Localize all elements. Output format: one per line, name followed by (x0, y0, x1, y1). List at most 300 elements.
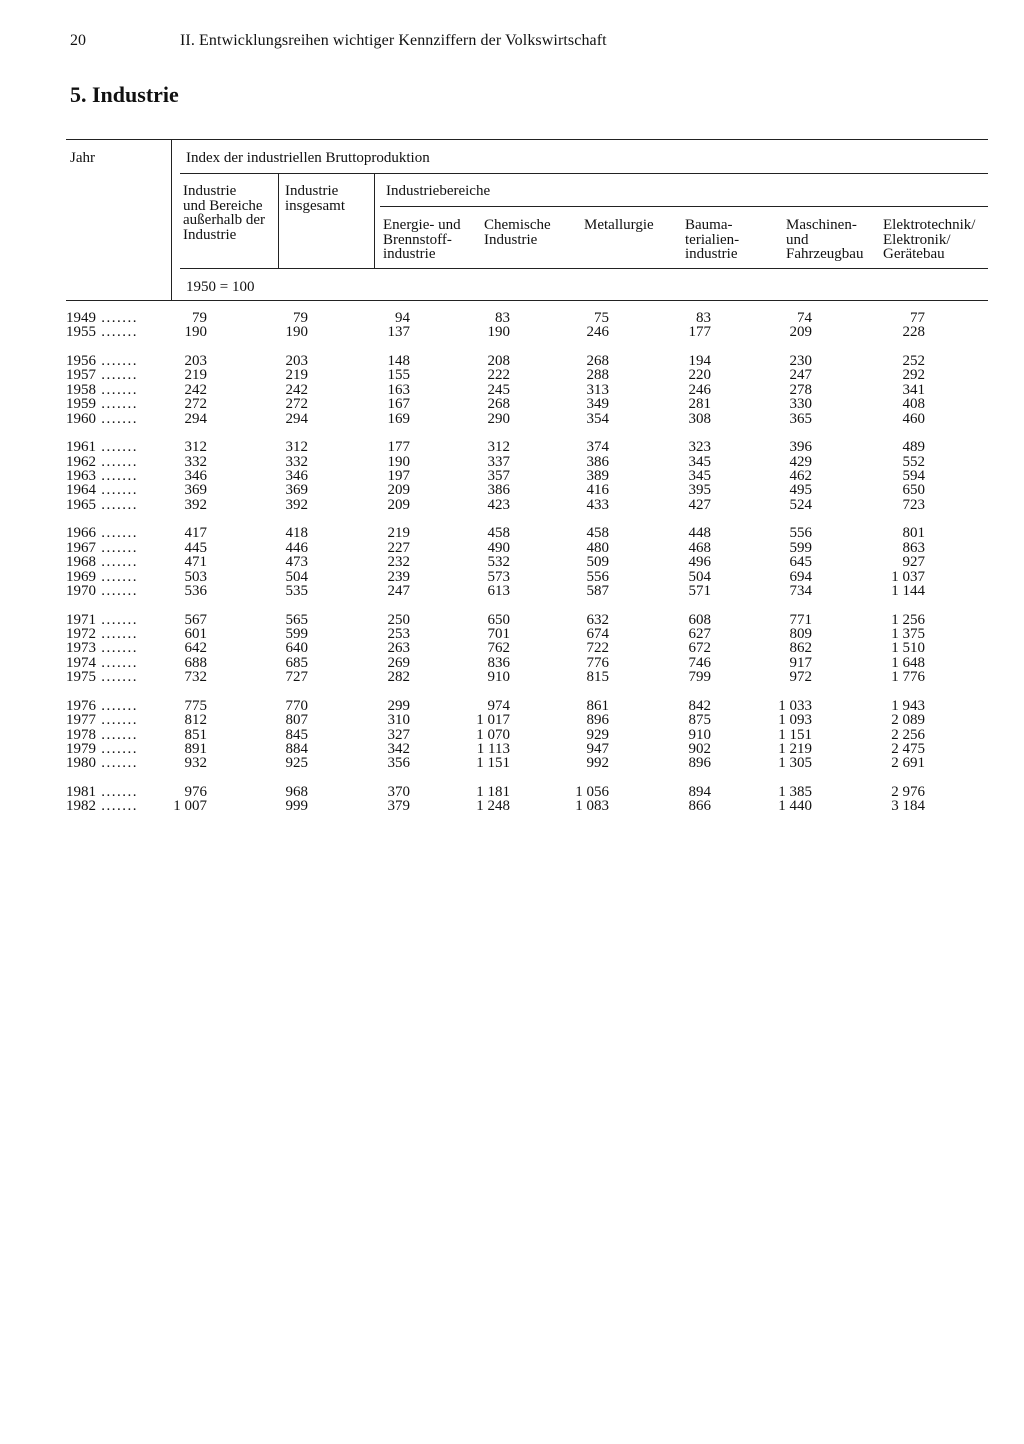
table-top-rule (66, 139, 988, 140)
year-label: 1980 (66, 756, 96, 771)
table-cell: 446 (285, 539, 308, 556)
table-row (0, 383, 1024, 398)
table-cell: 219 (184, 367, 207, 384)
table-cell: 650 (902, 482, 925, 499)
table-cell: 866 (688, 798, 711, 815)
table-cell: 674 (586, 626, 609, 642)
table-cell: 601 (184, 626, 207, 642)
table-cell: 346 (285, 468, 308, 484)
table-cell: 896 (688, 755, 711, 772)
table-cell: 1 305 (778, 755, 812, 772)
col2-header: Industrie insgesamt (285, 183, 345, 214)
table-cell: 927 (902, 554, 925, 571)
table-cell: 79 (293, 310, 308, 326)
leader-dots: ....... (96, 368, 138, 383)
table-cell: 346 (184, 468, 207, 484)
table-cell: 503 (184, 568, 207, 585)
table-cell: 594 (902, 468, 925, 484)
table-cell: 345 (688, 453, 711, 470)
table-cell: 386 (487, 482, 510, 499)
table-cell: 968 (285, 784, 308, 800)
table-cell: 2 691 (891, 755, 925, 772)
table-cell: 861 (586, 697, 609, 714)
table-row (0, 455, 1024, 470)
table-cell: 688 (184, 654, 207, 671)
table-cell: 650 (487, 611, 510, 628)
table-cell: 509 (586, 554, 609, 571)
col8-header: Elektrotechnik/ Elektronik/ Gerätebau (883, 217, 976, 262)
table-cell: 83 (495, 310, 510, 326)
table-row (0, 799, 1024, 814)
table-cell: 599 (789, 539, 812, 556)
table-cell: 1 440 (778, 798, 812, 815)
year-label: 1959 (66, 397, 96, 412)
table-cell: 1 151 (778, 726, 812, 743)
table-cell: 762 (487, 640, 510, 657)
table-cell: 169 (387, 410, 410, 427)
table-cell: 308 (688, 410, 711, 427)
table-row (0, 742, 1024, 757)
table-cell: 863 (902, 539, 925, 556)
table-cell: 220 (688, 367, 711, 384)
table-row (0, 713, 1024, 728)
table-cell: 917 (789, 654, 812, 671)
table-cell: 246 (688, 381, 711, 398)
leader-dots: ....... (96, 469, 138, 484)
table-cell: 3 184 (891, 798, 925, 815)
year-label: 1982 (66, 799, 96, 814)
leader-dots: ....... (96, 655, 138, 671)
table-cell: 203 (184, 353, 207, 369)
table-cell: 627 (688, 626, 711, 642)
table-cell: 992 (586, 755, 609, 772)
table-cell: 1 248 (476, 798, 510, 815)
year-label: 1971 (66, 612, 96, 628)
table-cell: 357 (487, 468, 510, 484)
table-cell: 536 (184, 583, 207, 599)
leader-dots: ....... (96, 354, 138, 369)
year-label: 1949 (66, 311, 96, 326)
year-label: 1962 (66, 454, 96, 470)
table-cell: 1 256 (891, 611, 925, 628)
table-cell: 77 (910, 310, 925, 326)
table-cell: 799 (688, 669, 711, 686)
table-row (0, 483, 1024, 498)
table-cell: 771 (789, 611, 812, 628)
table-cell: 239 (387, 568, 410, 585)
table-cell: 190 (487, 324, 510, 341)
table-cell: 1 776 (891, 669, 925, 686)
year-label: 1974 (66, 655, 96, 671)
table-cell: 2 089 (891, 712, 925, 729)
table-cell: 807 (285, 712, 308, 729)
table-cell: 1 033 (778, 697, 812, 714)
table-row (0, 613, 1024, 628)
table-row (0, 311, 1024, 326)
table-cell: 433 (586, 496, 609, 513)
leader-dots: ....... (96, 627, 138, 642)
year-label: 1968 (66, 555, 96, 570)
table-row (0, 785, 1024, 800)
table-cell: 369 (184, 482, 207, 499)
table-cell: 1 056 (575, 784, 609, 800)
table-cell: 155 (387, 367, 410, 384)
leader-dots: ....... (96, 698, 138, 714)
table-cell: 776 (586, 654, 609, 671)
table-cell: 972 (789, 669, 812, 686)
table-row (0, 541, 1024, 556)
table-row (0, 756, 1024, 771)
year-label: 1956 (66, 354, 96, 369)
leader-dots: ....... (96, 799, 138, 814)
col3-header: Energie- und Brennstoff- industrie (383, 217, 461, 262)
leader-dots: ....... (96, 569, 138, 585)
year-label: 1961 (66, 440, 96, 455)
table-cell: 247 (789, 367, 812, 384)
table-cell: 281 (688, 396, 711, 413)
table-cell: 458 (586, 525, 609, 542)
table-cell: 313 (586, 381, 609, 398)
leader-dots: ....... (96, 325, 138, 340)
col6-header: Bauma- terialien- industrie (685, 217, 740, 262)
table-cell: 232 (387, 554, 410, 571)
table-row (0, 397, 1024, 412)
table-cell: 327 (387, 726, 410, 743)
table-cell: 2 976 (891, 784, 925, 800)
running-title: II. Entwicklungsreihen wichtiger Kennziffern der Volkswirtschaft (180, 32, 607, 49)
table-cell: 999 (285, 798, 308, 815)
table-row (0, 368, 1024, 383)
table-cell: 613 (487, 583, 510, 599)
table-cell: 272 (184, 396, 207, 413)
table-cell: 209 (387, 496, 410, 513)
table-cell: 851 (184, 726, 207, 743)
col-year-header: Jahr (70, 150, 95, 166)
table-cell: 197 (387, 468, 410, 484)
table-cell: 932 (184, 755, 207, 772)
leader-dots: ....... (96, 540, 138, 556)
table-cell: 290 (487, 410, 510, 427)
table-cell: 349 (586, 396, 609, 413)
table-cell: 573 (487, 568, 510, 585)
table-cell: 312 (285, 439, 308, 456)
table-cell: 489 (902, 439, 925, 456)
year-label: 1966 (66, 526, 96, 541)
table-cell: 535 (285, 583, 308, 599)
table-cell: 177 (387, 439, 410, 456)
year-label: 1967 (66, 540, 96, 556)
leader-dots: ....... (96, 612, 138, 628)
table-cell: 354 (586, 410, 609, 427)
table-row (0, 469, 1024, 484)
table-cell: 1 385 (778, 784, 812, 800)
table-row (0, 656, 1024, 671)
table-cell: 356 (387, 755, 410, 772)
table-cell: 448 (688, 525, 711, 542)
table-cell: 862 (789, 640, 812, 657)
table-row (0, 728, 1024, 743)
table-cell: 288 (586, 367, 609, 384)
year-label: 1979 (66, 742, 96, 757)
base-year-note: 1950 = 100 (186, 279, 255, 295)
group-header-rule (180, 173, 988, 174)
table-cell: 815 (586, 669, 609, 686)
table-cell: 332 (184, 453, 207, 470)
year-label: 1970 (66, 584, 96, 599)
table-cell: 1 510 (891, 640, 925, 657)
table-cell: 836 (487, 654, 510, 671)
table-cell: 427 (688, 496, 711, 513)
table-cell: 294 (285, 410, 308, 427)
table-cell: 947 (586, 741, 609, 757)
table-cell: 685 (285, 654, 308, 671)
table-cell: 312 (184, 439, 207, 456)
table-cell: 524 (789, 496, 812, 513)
year-label: 1958 (66, 382, 96, 398)
leader-dots: ....... (96, 727, 138, 743)
table-cell: 809 (789, 626, 812, 642)
table-row (0, 670, 1024, 685)
table-cell: 976 (184, 784, 207, 800)
table-cell: 567 (184, 611, 207, 628)
table-cell: 194 (688, 353, 711, 369)
table-cell: 490 (487, 539, 510, 556)
leader-dots: ....... (96, 454, 138, 470)
table-cell: 734 (789, 583, 812, 599)
table-row (0, 641, 1024, 656)
table-cell: 245 (487, 381, 510, 398)
table-cell: 694 (789, 568, 812, 585)
leader-dots: ....... (96, 483, 138, 498)
table-cell: 910 (487, 669, 510, 686)
table-cell: 219 (387, 525, 410, 542)
year-label: 1975 (66, 670, 96, 685)
table-cell: 2 475 (891, 741, 925, 757)
subgroup-header: Industriebereiche (386, 183, 491, 199)
table-cell: 701 (487, 626, 510, 642)
table-cell: 1 181 (476, 784, 510, 800)
table-cell: 723 (902, 496, 925, 513)
year-label: 1972 (66, 627, 96, 642)
table-cell: 929 (586, 726, 609, 743)
leader-dots: ....... (96, 382, 138, 398)
leader-dots: ....... (96, 670, 138, 685)
table-cell: 242 (184, 381, 207, 398)
col2-divider (374, 173, 375, 269)
table-cell: 396 (789, 439, 812, 456)
table-cell: 1 037 (891, 568, 925, 585)
table-cell: 1 070 (476, 726, 510, 743)
leader-dots: ....... (96, 785, 138, 800)
table-cell: 495 (789, 482, 812, 499)
table-cell: 282 (387, 669, 410, 686)
table-row (0, 354, 1024, 369)
year-label: 1955 (66, 325, 96, 340)
table-cell: 770 (285, 697, 308, 714)
table-cell: 608 (688, 611, 711, 628)
table-cell: 74 (797, 310, 812, 326)
table-cell: 417 (184, 525, 207, 542)
table-cell: 94 (395, 310, 410, 326)
table-cell: 556 (789, 525, 812, 542)
table-cell: 272 (285, 396, 308, 413)
table-cell: 884 (285, 741, 308, 757)
table-cell: 1 083 (575, 798, 609, 815)
table-cell: 209 (387, 482, 410, 499)
table-cell: 253 (387, 626, 410, 642)
table-cell: 342 (387, 741, 410, 757)
table-cell: 230 (789, 353, 812, 369)
leader-dots: ....... (96, 397, 138, 412)
group-header: Index der industriellen Bruttoproduktion (186, 150, 430, 166)
table-row (0, 526, 1024, 541)
table-cell: 395 (688, 482, 711, 499)
table-row (0, 440, 1024, 455)
table-cell: 632 (586, 611, 609, 628)
table-cell: 345 (688, 468, 711, 484)
table-cell: 227 (387, 539, 410, 556)
section-title: 5. Industrie (70, 82, 179, 107)
table-cell: 1 151 (476, 755, 510, 772)
table-cell: 722 (586, 640, 609, 657)
col7-header: Maschinen- und Fahrzeugbau (786, 217, 864, 262)
table-cell: 587 (586, 583, 609, 599)
leader-dots: ....... (96, 584, 138, 599)
table-cell: 746 (688, 654, 711, 671)
table-cell: 268 (487, 396, 510, 413)
table-cell: 219 (285, 367, 308, 384)
table-cell: 209 (789, 324, 812, 341)
table-cell: 208 (487, 353, 510, 369)
table-cell: 408 (902, 396, 925, 413)
table-cell: 292 (902, 367, 925, 384)
table-cell: 167 (387, 396, 410, 413)
table-cell: 1 648 (891, 654, 925, 671)
table-cell: 599 (285, 626, 308, 642)
table-row (0, 325, 1024, 340)
table-cell: 1 093 (778, 712, 812, 729)
table-cell: 203 (285, 353, 308, 369)
year-label: 1981 (66, 785, 96, 800)
table-cell: 392 (184, 496, 207, 513)
table-cell: 645 (789, 554, 812, 571)
table-cell: 263 (387, 640, 410, 657)
table-cell: 177 (688, 324, 711, 341)
leader-dots: ....... (96, 311, 138, 326)
table-cell: 268 (586, 353, 609, 369)
table-cell: 374 (586, 439, 609, 456)
year-label: 1964 (66, 483, 96, 498)
table-cell: 640 (285, 640, 308, 657)
table-cell: 1 017 (476, 712, 510, 729)
table-cell: 642 (184, 640, 207, 657)
table-cell: 1 375 (891, 626, 925, 642)
table-row (0, 699, 1024, 714)
table-cell: 504 (688, 568, 711, 585)
table-row (0, 627, 1024, 642)
leader-dots: ....... (96, 440, 138, 455)
table-cell: 190 (184, 324, 207, 341)
table-cell: 294 (184, 410, 207, 427)
table-cell: 552 (902, 453, 925, 470)
table-cell: 423 (487, 496, 510, 513)
table-cell: 842 (688, 697, 711, 714)
table-cell: 369 (285, 482, 308, 499)
year-label: 1976 (66, 698, 96, 714)
table-cell: 556 (586, 568, 609, 585)
year-label: 1965 (66, 497, 96, 513)
table-cell: 532 (487, 554, 510, 571)
table-cell: 278 (789, 381, 812, 398)
table-cell: 190 (285, 324, 308, 341)
table-cell: 310 (387, 712, 410, 729)
table-cell: 894 (688, 784, 711, 800)
table-cell: 323 (688, 439, 711, 456)
col1-divider (278, 173, 279, 269)
table-cell: 910 (688, 726, 711, 743)
table-cell: 269 (387, 654, 410, 671)
table-cell: 222 (487, 367, 510, 384)
table-cell: 672 (688, 640, 711, 657)
table-cell: 341 (902, 381, 925, 398)
table-cell: 2 256 (891, 726, 925, 743)
table-cell: 1 007 (173, 798, 207, 815)
table-cell: 891 (184, 741, 207, 757)
year-label: 1978 (66, 727, 96, 743)
table-cell: 1 219 (778, 741, 812, 757)
table-row (0, 412, 1024, 427)
table-cell: 775 (184, 697, 207, 714)
table-cell: 468 (688, 539, 711, 556)
table-cell: 727 (285, 669, 308, 686)
table-cell: 83 (696, 310, 711, 326)
table-cell: 460 (902, 410, 925, 427)
table-cell: 247 (387, 583, 410, 599)
table-row (0, 570, 1024, 585)
table-cell: 242 (285, 381, 308, 398)
table-cell: 812 (184, 712, 207, 729)
table-cell: 875 (688, 712, 711, 729)
leader-dots: ....... (96, 742, 138, 757)
page-number: 20 (70, 32, 86, 49)
table-cell: 429 (789, 453, 812, 470)
table-cell: 416 (586, 482, 609, 499)
table-cell: 902 (688, 741, 711, 757)
leader-dots: ....... (96, 411, 138, 427)
table-cell: 458 (487, 525, 510, 542)
table-cell: 801 (902, 525, 925, 542)
table-cell: 337 (487, 453, 510, 470)
table-cell: 732 (184, 669, 207, 686)
table-cell: 974 (487, 697, 510, 714)
table-cell: 79 (192, 310, 207, 326)
table-cell: 925 (285, 755, 308, 772)
table-cell: 1 943 (891, 697, 925, 714)
table-cell: 386 (586, 453, 609, 470)
leader-dots: ....... (96, 555, 138, 570)
table-row (0, 584, 1024, 599)
table-cell: 1 144 (891, 583, 925, 599)
table-cell: 1 113 (476, 741, 510, 757)
table-cell: 379 (387, 798, 410, 815)
table-cell: 163 (387, 381, 410, 398)
table-cell: 332 (285, 453, 308, 470)
table-cell: 190 (387, 453, 410, 470)
year-column-divider (171, 139, 172, 301)
table-cell: 75 (594, 310, 609, 326)
leader-dots: ....... (96, 713, 138, 728)
table-cell: 392 (285, 496, 308, 513)
